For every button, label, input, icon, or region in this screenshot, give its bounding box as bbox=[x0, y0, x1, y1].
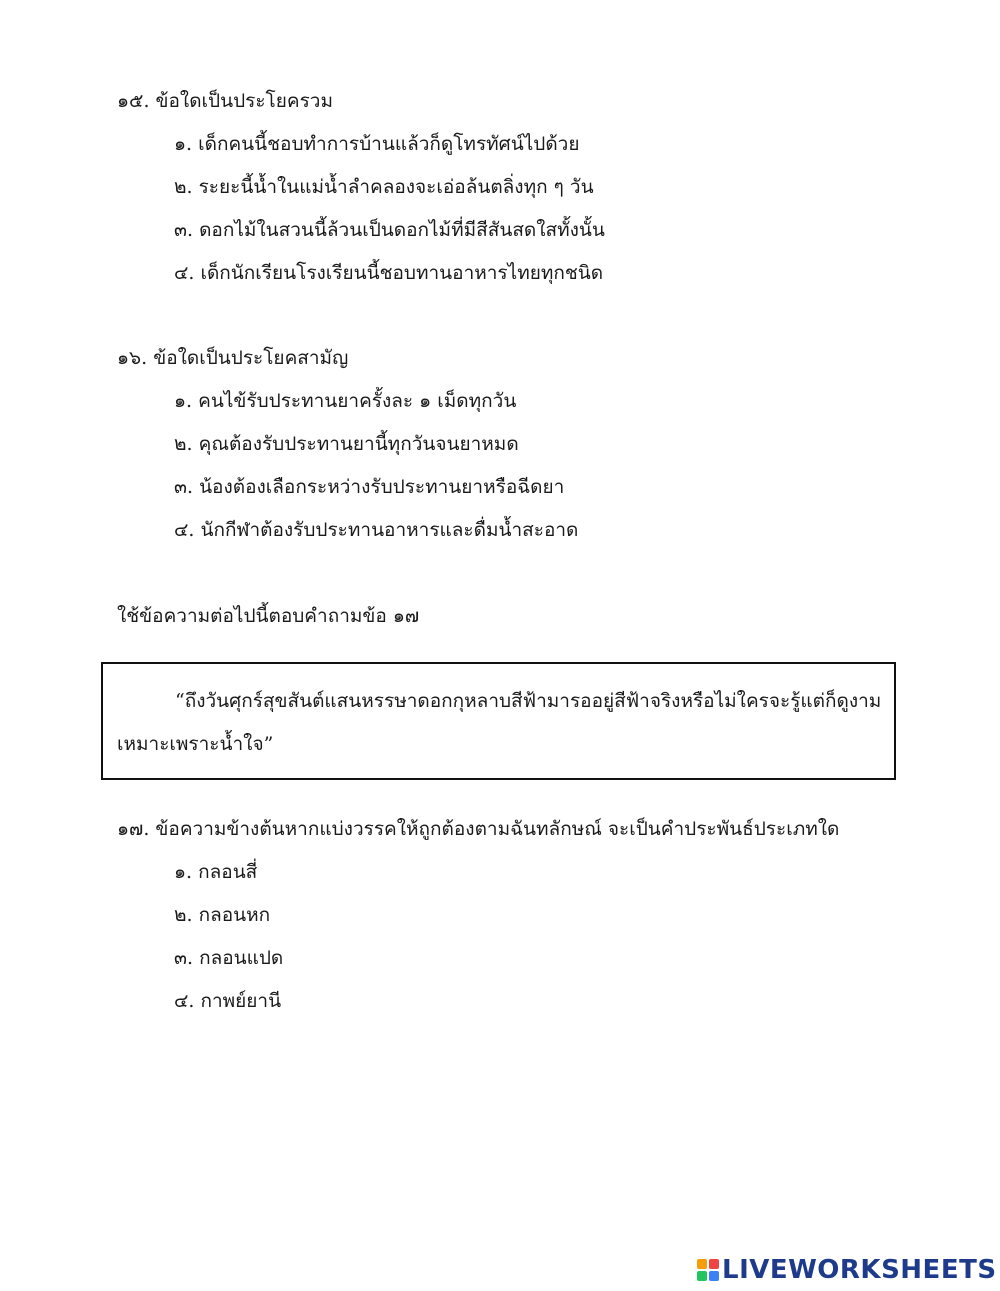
passage-line-1: “ถึงวันศุกร์สุขสันต์แสนหรรษาดอกกุหลาบสีฟ้ามารออยู่สีฟ้าจริงหรือไม่ใครจะรู้แต่ก็ดูงาม bbox=[175, 690, 882, 712]
question-17-option-2[interactable]: ๒. กลอนหก bbox=[174, 904, 271, 926]
question-17-title: ๑๗. ข้อความข้างต้นหากแบ่งวรรคให้ถูกต้องตามฉันทลักษณ์ จะเป็นคำประพันธ์ประเภทใด bbox=[117, 818, 840, 840]
logo-mark-square bbox=[697, 1271, 707, 1281]
question-17-option-1[interactable]: ๑. กลอนสี่ bbox=[174, 861, 258, 883]
logo-mark-square bbox=[697, 1259, 707, 1269]
question-15-title: ๑๕. ข้อใดเป็นประโยครวม bbox=[117, 90, 333, 112]
logo-mark-icon bbox=[697, 1259, 719, 1281]
passage-line-2: เหมาะเพราะน้ำใจ” bbox=[117, 733, 274, 755]
question-15-option-3[interactable]: ๓. ดอกไม้ในสวนนี้ล้วนเป็นดอกไม้ที่มีสีสันสดใสทั้งนั้น bbox=[174, 219, 605, 241]
logo-mark-square bbox=[709, 1271, 719, 1281]
question-15-option-4[interactable]: ๔. เด็กนักเรียนโรงเรียนนี้ชอบทานอาหารไทยทุกชนิด bbox=[174, 262, 604, 284]
question-15-option-1[interactable]: ๑. เด็กคนนี้ชอบทำการบ้านแล้วก็ดูโทรทัศน์ไปด้วย bbox=[174, 133, 580, 155]
instruction-text: ใช้ข้อความต่อไปนี้ตอบคำถามข้อ ๑๗ bbox=[117, 605, 420, 627]
question-17-option-4[interactable]: ๔. กาพย์ยานี bbox=[174, 990, 282, 1012]
logo-mark-square bbox=[709, 1259, 719, 1269]
question-16-option-2[interactable]: ๒. คุณต้องรับประทานยานี้ทุกวันจนยาหมด bbox=[174, 433, 519, 455]
question-16-option-3[interactable]: ๓. น้องต้องเลือกระหว่างรับประทานยาหรือฉีดยา bbox=[174, 476, 565, 498]
question-17-option-3[interactable]: ๓. กลอนแปด bbox=[174, 947, 284, 969]
liveworksheets-logo bbox=[697, 1253, 997, 1287]
question-15-option-2[interactable]: ๒. ระยะนี้น้ำในแม่น้ำลำคลองจะเอ่อล้นตลิ่งทุก ๆ วัน bbox=[174, 176, 594, 198]
question-16-option-1[interactable]: ๑. คนไข้รับประทานยาครั้งละ ๑ เม็ดทุกวัน bbox=[174, 390, 517, 412]
question-16-title: ๑๖. ข้อใดเป็นประโยคสามัญ bbox=[117, 347, 349, 369]
logo-text: LIVEWORKSHEETS bbox=[722, 1255, 997, 1285]
question-16-option-4[interactable]: ๔. นักกีฬาต้องรับประทานอาหารและดื่มน้ำสะอาด bbox=[174, 519, 579, 541]
passage-box bbox=[101, 662, 896, 780]
